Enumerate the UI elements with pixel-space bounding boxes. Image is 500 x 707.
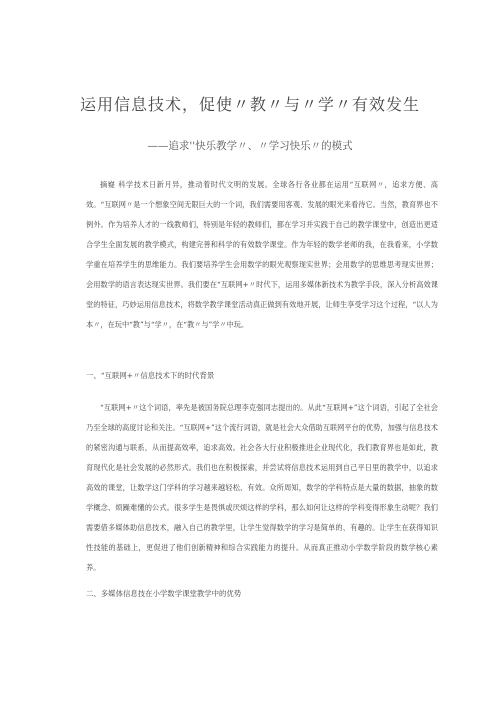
document-title: 运用信息技术，促使〃教〃与〃学〃有效发生 xyxy=(79,95,420,114)
section-heading-1: 一、“互联网+〃信息技术下的时代背景 xyxy=(86,371,215,380)
abstract-paragraph: 摘嶷 科学技术日新月异，推动着时代文明的发展。全球各行各业都在运用“互联网〃，追求方便、高效。“互联网〃是一个想象空间无限巨大的一个词，我们需要用客观、发展的眼光来看待它。当然，教育界也不例外。作为培养人才的一线教师们，特别是年轻的教师们，都在学习并实践于自己的教学课堂中，创造出更适合学生全面发展的教学模式，构建完善和科学的有效数学课堂。作为年轻的数学老师的我，在我看来，小学数学重在培养学生的思维能力。我们要培养学生会用数学的眼光观察现实世界；会用数学的思维思考现实世界；会用数学的语言表达现实世界。我们要在“互联网+〃时代下，运用多媒体新技术为教学手段，深入分析高效课堂的特征，巧妙运用信息技术，将数学教学课堂活动真正做到有效地开展，让师生享受学习这个过程，“以人为本〃，在玩中“教”与“学〃，在“教〃与”学〃中玩。 xyxy=(86,180,438,329)
section-heading-2: 二、多媒体信息技在小学数学课堂教学中的优势 xyxy=(86,589,242,598)
document-subtitle: ——追求''快乐教学〃、〃学习快乐〃的模式 xyxy=(147,140,353,152)
section-1-paragraph: “互联网+〃这个词语，率先是被国务院总理李克强同志提出的。从此“互联网+”这个词语，引起了全社会乃至全球的高度讨论和关注。“互联网+”这个流行词语，就是社会大众借助互联网平台的优势，加强与信息技术的紧密沟通与联系，从而提高效率，追求高效。社会各大行业积极推进企业现代化，我们教育界也是如此，教育现代化是社会发展的必然形式。我们也在积极探索，并尝试将信息技术运用到自己平日里的教学中，以追求高效的课堂，让数学这门学科的学习越来越轻松、有效。众所周知，数学的学科特点是大量的数据，抽象的数学概念、烦躁难懂的公式。很多学生是畏惧或厌烦这样的学科，那么如何让这样的学科变得形象生动呢？我们需要借多媒体助信息技术，融入自己的教学里，让学生觉得数学的学习是简单的、有趣的。让学生在获得知识性技能的基础上，更促进了他们创新精神和综合实践能力的提升。从而真正推动小学数学阶段的数学核心素养。 xyxy=(86,403,438,572)
